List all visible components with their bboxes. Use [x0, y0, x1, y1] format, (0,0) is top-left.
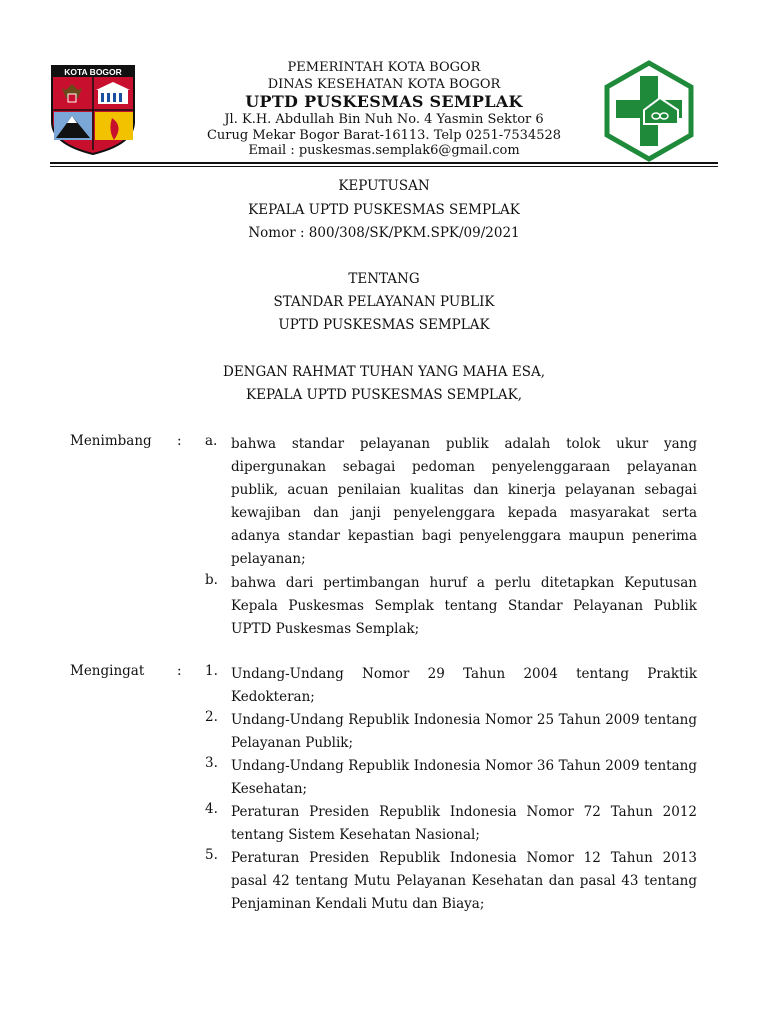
- menimbang-label: Menimbang: [70, 433, 152, 449]
- mengingat-item-4-text: Peraturan Presiden Republik Indonesia Nomor 72 Tahun 2012 tentang Sistem Kesehatan Nasional;: [231, 804, 697, 843]
- menimbang-item-a-marker: a.: [205, 433, 218, 449]
- menimbang-colon: :: [177, 433, 182, 449]
- mengingat-label: Mengingat: [70, 663, 145, 679]
- menimbang-item-b-text: bahwa dari pertimbangan huruf a perlu ditetapkan Keputusan Kepala Puskesmas Semplak tentang Standar Pelayanan Publik UPTD Puskesmas Semplak;: [231, 575, 697, 637]
- menimbang-item-a-text: bahwa standar pelayanan publik adalah tolok ukur yang dipergunakan sebagai pedoman penyelenggaraan pelayanan publik, acuan penilaian kualitas dan kinerja pelayanan sebagai kewajiban dan janji penyelenggara kepada masyarakat serta adanya standar kepastian bagi penyelenggara maupun penerima pelayanan;: [231, 436, 697, 567]
- mengingat-item-2-marker: 2.: [205, 709, 218, 725]
- letterhead-rule-thick: [50, 162, 718, 164]
- about-title-line1: STANDAR PELAYANAN PUBLIK: [273, 294, 495, 310]
- letterhead-title: UPTD PUSKESMAS SEMPLAK: [245, 92, 523, 111]
- grace-line1: DENGAN RAHMAT TUHAN YANG MAHA ESA,: [223, 364, 545, 380]
- mengingat-item-5-text: Peraturan Presiden Republik Indonesia Nomor 12 Tahun 2013 pasal 42 tentang Mutu Pelayanan Kesehatan dan pasal 43 tentang Penjaminan Kendali Mutu dan Biaya;: [231, 850, 697, 912]
- mengingat-item-3-text: Undang-Undang Republik Indonesia Nomor 36 Tahun 2009 tentang Kesehatan;: [231, 758, 697, 797]
- letterhead-government: PEMERINTAH KOTA BOGOR: [287, 60, 481, 75]
- decree-number: Nomor : 800/308/SK/PKM.SPK/09/2021: [248, 225, 520, 241]
- menimbang-item-b-marker: b.: [205, 572, 218, 588]
- mengingat-item-2-text: Undang-Undang Republik Indonesia Nomor 25 Tahun 2009 tentang Pelayanan Publik;: [231, 712, 697, 751]
- letterhead-address-line2: Curug Mekar Bogor Barat-16113. Telp 0251-7534528: [206, 128, 562, 143]
- letterhead-email: Email : puskesmas.semplak6@gmail.com: [248, 143, 520, 158]
- mengingat-item-5-marker: 5.: [205, 847, 218, 863]
- about-label: TENTANG: [348, 271, 420, 287]
- mengingat-item-1-text: Undang-Undang Nomor 29 Tahun 2004 tentang Praktik Kedokteran;: [231, 666, 697, 705]
- puskesmas-logo: [598, 60, 700, 162]
- logo-left-text: KOTA BOGOR: [64, 67, 122, 77]
- mengingat-item-3-marker: 3.: [205, 755, 218, 771]
- letterhead-rule-thin: [50, 166, 718, 167]
- decree-heading: KEPUTUSAN: [338, 178, 430, 194]
- mengingat-colon: :: [177, 663, 182, 679]
- letterhead-address-line1: Jl. K.H. Abdullah Bin Nuh No. 4 Yasmin Sektor 6: [224, 112, 544, 127]
- mengingat-item-4-marker: 4.: [205, 801, 218, 817]
- letterhead-department: DINAS KESEHATAN KOTA BOGOR: [267, 77, 501, 92]
- mengingat-item-1-marker: 1.: [205, 663, 218, 679]
- grace-line2: KEPALA UPTD PUSKESMAS SEMPLAK,: [246, 387, 522, 403]
- decree-issuer: KEPALA UPTD PUSKESMAS SEMPLAK: [248, 202, 520, 218]
- about-title-line2: UPTD PUSKESMAS SEMPLAK: [278, 317, 490, 333]
